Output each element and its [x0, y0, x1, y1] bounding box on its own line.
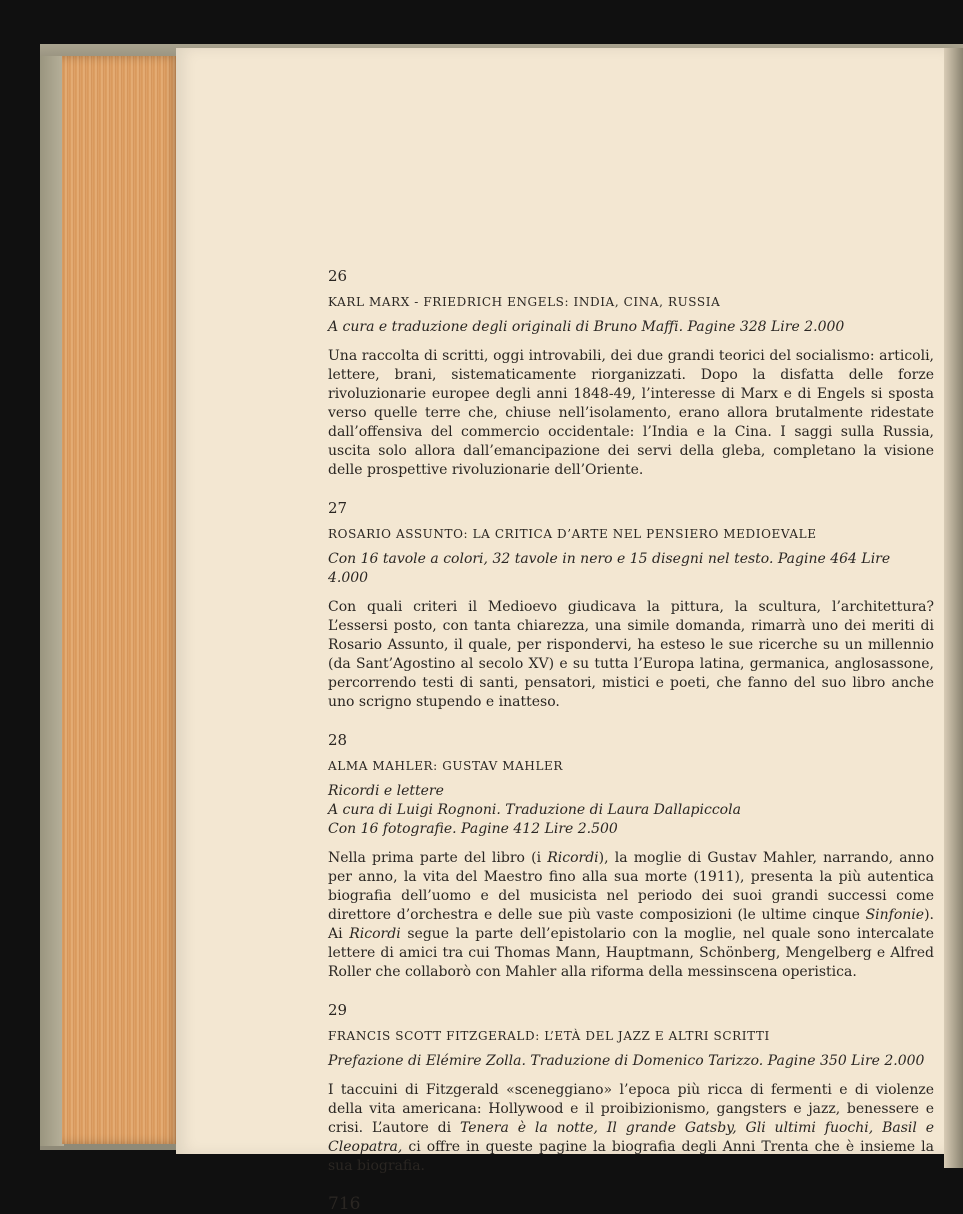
entry-heading: ROSARIO ASSUNTO: LA CRITICA D’ARTE NEL PENSIERO MEDIOEVALE	[328, 527, 817, 541]
body-title: Sinfonie	[865, 907, 925, 923]
page-content	[328, 266, 934, 1214]
body-title: Ricordi	[349, 926, 401, 942]
entry-subtitle: A cura di Luigi Rognoni. Traduzione di Laura Dallapiccola	[328, 802, 741, 818]
entry-body	[328, 1081, 934, 1176]
body-text: ci offre in queste pagine la biografia degli Anni Trenta che è insieme la sua biografia.	[328, 1139, 934, 1174]
entry-number: 26	[328, 267, 348, 285]
entry-heading: ALMA MAHLER: GUSTAV MAHLER	[328, 759, 564, 773]
body-text: ). Ai	[328, 907, 934, 942]
body-text: I taccuini di Fitzgerald «sceneggiano» l’epoca più ricca di fermenti e di violenze della vita americana: Hollywood e il proibizionismo, gangsters e jazz, benessere e crisi. L’autore di	[328, 1082, 934, 1136]
body-title: Tenera è la notte, Il grande Gatsby, Gli ultimi fuochi, Basil e Cleopatra,	[328, 1120, 934, 1155]
entry-28	[328, 730, 934, 982]
entry-29	[328, 1000, 934, 1176]
entry-heading: KARL MARX - FRIEDRICH ENGELS: INDIA, CINA, RUSSIA	[328, 295, 721, 309]
body-text: segue la parte dell’epistolario con la moglie, nel quale sono intercalate lettere di amici tra cui Thomas Mann, Hauptmann, Schönberg, Mengelberg e Alfred Roller che collaborò con Mahler alla riforma della messinscena operistica.	[328, 926, 934, 980]
entry-26	[328, 266, 934, 480]
entry-subtitle: Prefazione di Elémire Zolla. Traduzione di Domenico Tarizzo. Pagine 350 Lire 2.000	[328, 1053, 925, 1069]
entry-subtitle: Con 16 tavole a colori, 32 tavole in nero e 15 disegni nel testo. Pagine 464 Lire 4.000	[328, 551, 891, 586]
entry-number: 28	[328, 731, 348, 749]
entry-body	[328, 849, 934, 982]
entry-body: Una raccolta di scritti, oggi introvabili, dei due grandi teorici del socialismo: articoli, lettere, brani, sistematicamente riorganizzati. Dopo la disfatta delle forze rivoluzionarie europee degli anni 1848-49, l’interesse di Marx e di Engels si sposta verso quelle terre che, chiuse nell’isolamento, erano allora brutalmente ridestate dall’offensiva del commercio occidentale: l’India e la Cina. I saggi sulla Russia, uscita solo allora dall’emancipazione dei servi della gleba, completano la visione delle prospettive rivoluzionarie dell’Oriente.	[328, 348, 934, 478]
entry-number: 29	[328, 1001, 348, 1019]
entry-heading: FRANCIS SCOTT FITZGERALD: L’ETÀ DEL JAZZ E ALTRI SCRITTI	[328, 1029, 770, 1043]
body-title: Ricordi	[547, 850, 599, 866]
page-number: 716	[328, 1194, 361, 1214]
facing-page-edge	[944, 48, 963, 1168]
body-text: Nella prima parte del libro (i	[328, 850, 548, 866]
body-text: ), la moglie di Gustav Mahler, narrando, anno per anno, la vita del Maestro fino alla sua morte (1911), presenta la più autentica biografia dell’uomo e del musicista nel periodo dei suoi grandi successi come direttore d’orchestra e delle sue più vaste composizioni (le ultime cinque	[328, 850, 934, 923]
entry-27	[328, 498, 934, 712]
entry-body: Con quali criteri il Medioevo giudicava la pittura, la scultura, l’architettura? L’essersi posto, con tanta chiarezza, una simile domanda, rimarrà uno dei meriti di Rosario Assunto, il quale, per rispondervi, ha esteso le sue ricerche su un millennio (da Sant’Agostino al secolo XV) e su tutta l’Europa latina, germanica, anglosassone, percorrendo testi di santi, pensatori, mistici e poeti, che fanno del suo libro anche uno scrigno stupendo e inatteso.	[328, 599, 934, 710]
entry-number: 27	[328, 499, 348, 517]
entry-subtitle: A cura e traduzione degli originali di Bruno Maffi. Pagine 328 Lire 2.000	[328, 319, 845, 335]
page-edges	[62, 56, 180, 1144]
entry-subtitle: Con 16 fotografie. Pagine 412 Lire 2.500	[328, 821, 618, 837]
cover-left-edge	[40, 56, 64, 1146]
entry-subtitle: Ricordi e lettere	[328, 783, 444, 799]
